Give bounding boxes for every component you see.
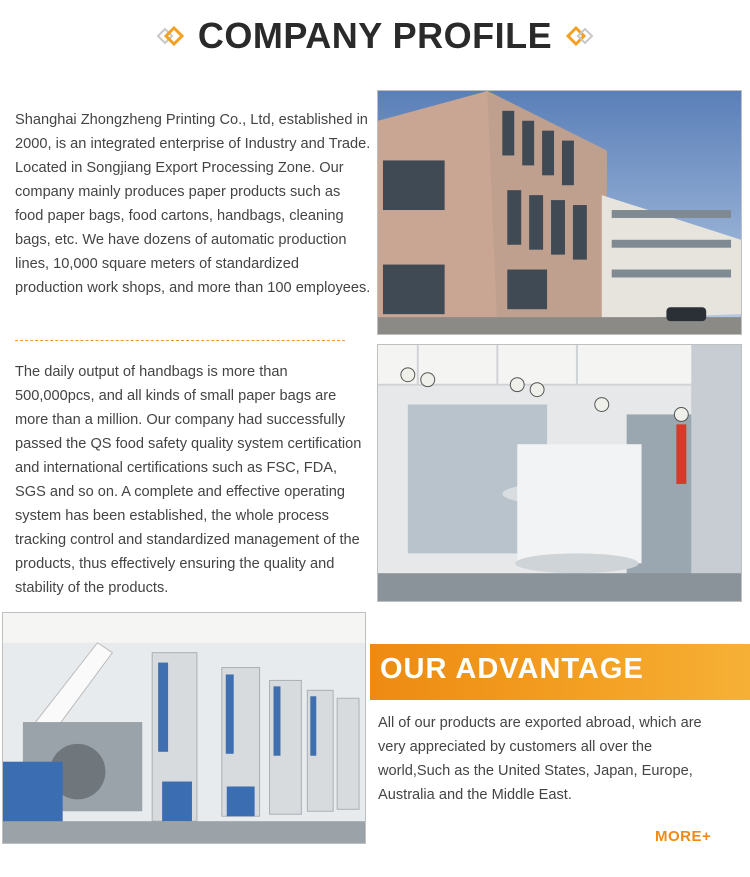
paper-bag-machine-photo [377, 344, 742, 602]
advantage-body: All of our products are exported abroad, which are very appreciated by customers all over the world,Such as the United States, Japan, Europe, Australia and the Middle East. [378, 715, 702, 803]
section-header [0, 8, 750, 64]
flexo-printing-press-photo [2, 612, 366, 844]
intro-paragraph-1: Shanghai Zhongzheng Printing Co., Ltd, established in 2000, is an integrated enterprise of Industry and Trade. Located in Songjiang Export Processing Zone. Our company mainly produces paper products such as food paper bags, food cartons, handbags, cleaning bags, etc. We have dozens of automatic production lines, 10,000 square meters of standardized production work shops, and more than 100 employees. [15, 112, 371, 296]
dashed-divider [15, 340, 345, 341]
intro-paragraph-2: The daily output of handbags is more than 500,000pcs, and all kinds of small paper bags are more than a million. Our company had successfully passed the QS food safety quality system certification and international certifications such as FSC, FDA, SGS and so on. A complete and effective operating system has been established, the whole process tracking control and standardized management of the products, thus effectively ensuring the quality and stability of the products. [15, 364, 362, 596]
more-link[interactable]: MORE+ [655, 828, 712, 845]
page-title: COMPANY PROFILE [197, 15, 553, 56]
advantage-title: OUR ADVANTAGE [380, 653, 644, 685]
diamond-ornament-left-icon [152, 24, 186, 48]
factory-building-photo [377, 90, 742, 335]
diamond-ornament-right-icon [564, 24, 598, 48]
